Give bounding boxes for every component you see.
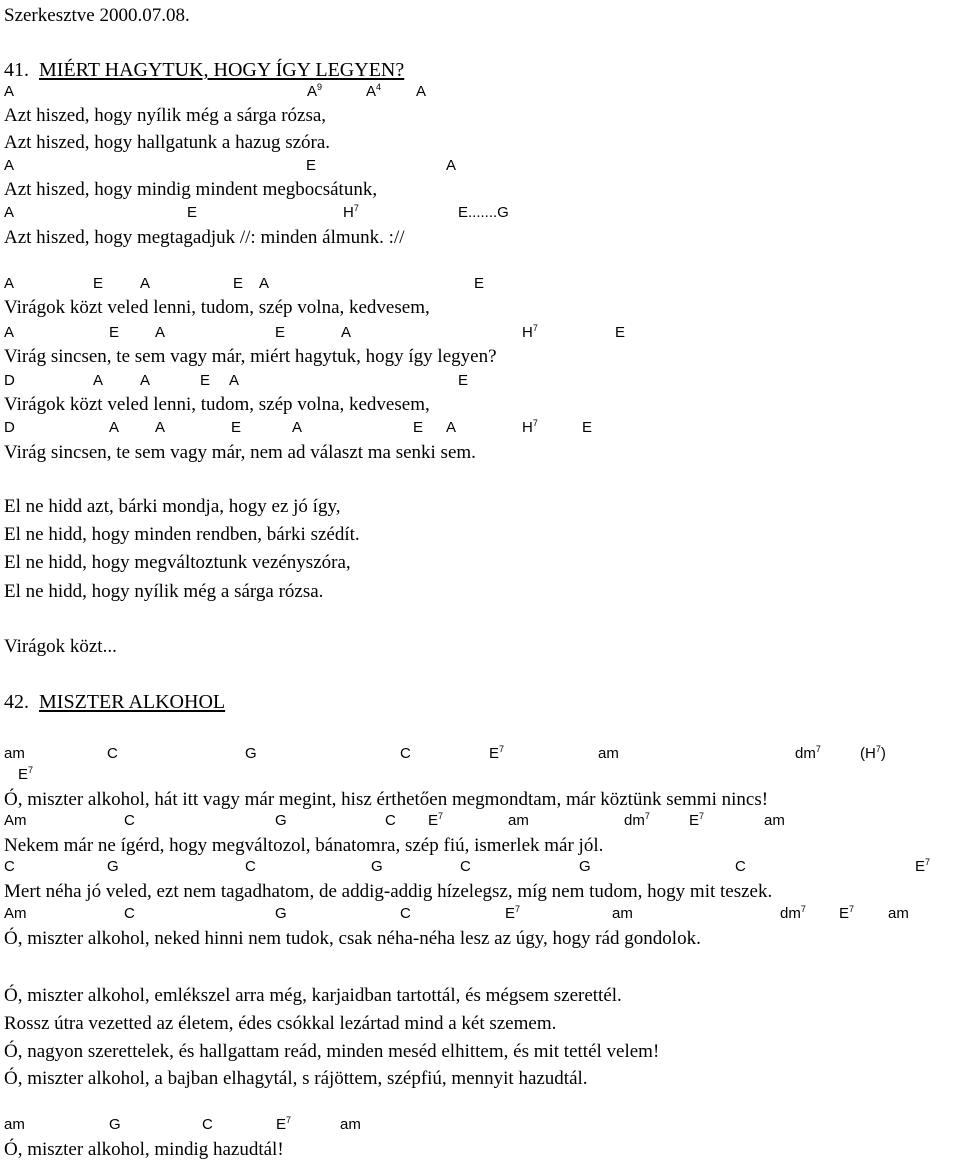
chord-extension: 7 xyxy=(515,904,521,914)
chord: C xyxy=(460,858,471,875)
chord: am xyxy=(340,1116,361,1133)
lyric-line: Virág sincsen, te sem vagy már, nem ad választ ma senki sem. xyxy=(4,442,476,463)
lyric-line: Azt hiszed, hogy megtagadjuk //: minden álmunk. :// xyxy=(4,227,405,248)
chord-line xyxy=(0,859,960,875)
chord: E.......G xyxy=(458,204,509,221)
chord-extension: 7 xyxy=(499,744,505,754)
chord: $E^7$ xyxy=(428,811,444,829)
chord-line xyxy=(0,767,960,783)
chord: A xyxy=(341,324,352,341)
edit-date: Szerkesztve 2000.07.08. xyxy=(4,5,190,26)
chord-extension: 9 xyxy=(317,82,323,92)
chord: A xyxy=(109,419,120,436)
song-41-title-text: MIÉRT HAGYTUK, HOGY ÍGY LEGYEN? xyxy=(39,59,405,81)
chord: A xyxy=(292,419,303,436)
lyric-line: Azt hiszed, hogy hallgatunk a hazug szóra. xyxy=(4,132,331,153)
chord: am xyxy=(508,812,529,829)
chord: $E^7$ xyxy=(18,765,34,783)
lyric-line: Virágok közt... xyxy=(4,636,117,657)
song-42-number: 42. xyxy=(4,691,29,713)
chord-extension: 7 xyxy=(925,857,931,867)
chord: E xyxy=(306,157,317,174)
chord: am xyxy=(4,1116,25,1133)
chord: E xyxy=(187,204,198,221)
chord: E xyxy=(474,275,485,292)
lyric-line: Azt hiszed, hogy nyílik még a sárga rózsa, xyxy=(4,105,327,126)
chord: E xyxy=(231,419,242,436)
chord: $H^7$ xyxy=(522,323,538,341)
lyric-line: Rossz útra vezetted az életem, édes csókkal lezártad mind a két szemem. xyxy=(4,1013,557,1034)
chord-extension: 7 xyxy=(875,744,881,754)
chord: $E^7$ xyxy=(915,857,931,875)
lyric-line: Virágok közt veled lenni, tudom, szép volna, kedvesem, xyxy=(4,297,430,318)
chord-extension: 7 xyxy=(815,744,821,754)
chord: C xyxy=(124,812,135,829)
chord: $E^7$ xyxy=(505,904,521,922)
chord: $H^7$ xyxy=(522,418,538,436)
chord: A xyxy=(446,157,457,174)
song-42-title xyxy=(4,692,225,712)
chord: G xyxy=(371,858,383,875)
lyric-line: Virág sincsen, te sem vagy már, miért hagytuk, hogy így legyen? xyxy=(4,346,497,367)
chord-line xyxy=(0,1117,960,1133)
chord: A xyxy=(140,275,151,292)
chord: G xyxy=(275,905,287,922)
lyric-line: Ó, nagyon szerettelek, és hallgattam reád, minden meséd elhittem, és mit tettél velem! xyxy=(4,1041,660,1062)
lyric-line: Ó, miszter alkohol, neked hinni nem tudok, csak néha-néha lesz az úgy, hogy rád gondolok. xyxy=(4,928,701,949)
chord-extension: 7 xyxy=(28,765,34,775)
chord: E xyxy=(413,419,424,436)
chord: C xyxy=(400,745,411,762)
lyric-line: El ne hidd, hogy megváltoztunk vezényszóra, xyxy=(4,552,351,573)
lyric-line: Mert néha jó veled, ezt nem tagadhatom, de addig-addig hízelegsz, míg nem tudom, hogy mit teszek. xyxy=(4,881,773,902)
chord: A xyxy=(140,372,151,389)
chord-line xyxy=(0,276,960,292)
chord: am xyxy=(888,905,909,922)
chord: am xyxy=(612,905,633,922)
lyric-line: Ó, miszter alkohol, emlékszel arra még, karjaidban tartottál, és mégsem szerettél. xyxy=(4,985,622,1006)
lyric-line: El ne hidd azt, bárki mondja, hogy ez jó így, xyxy=(4,496,341,517)
chord-line xyxy=(0,420,960,436)
chord: C xyxy=(735,858,746,875)
chord: A xyxy=(259,275,270,292)
chord: C xyxy=(245,858,256,875)
chord: A xyxy=(4,324,15,341)
lyric-line: El ne hidd, hogy nyílik még a sárga rózsa. xyxy=(4,581,324,602)
chord-line xyxy=(0,813,960,829)
chord: E xyxy=(93,275,104,292)
chord-extension: 7 xyxy=(800,904,806,914)
chord: A xyxy=(446,419,457,436)
chord: E xyxy=(582,419,593,436)
chord: A xyxy=(93,372,104,389)
chord: $A^9$ xyxy=(307,82,323,100)
chord: D xyxy=(4,372,15,389)
lyric-line: Ó, miszter alkohol, mindig hazudtál! xyxy=(4,1139,284,1160)
chord-extension: 7 xyxy=(286,1115,292,1125)
chord: E xyxy=(615,324,626,341)
chord: $dm^7$ xyxy=(780,904,806,922)
chord: Am xyxy=(4,812,27,829)
chord: A xyxy=(4,275,15,292)
lyric-line: Azt hiszed, hogy mindig mindent megbocsátunk, xyxy=(4,179,378,200)
chord: C xyxy=(400,905,411,922)
chord-extension: 7 xyxy=(644,811,650,821)
lyric-line: Ó, miszter alkohol, a bajban elhagytál, s rájöttem, szépfiú, mennyit hazudtál. xyxy=(4,1068,588,1089)
chord: C xyxy=(124,905,135,922)
chord: A xyxy=(229,372,240,389)
chord: A xyxy=(4,157,15,174)
chord-line xyxy=(0,746,960,762)
chord: C xyxy=(4,858,15,875)
chord: E xyxy=(109,324,120,341)
lyric-line: Nekem már ne ígérd, hogy megváltozol, bánatomra, szép fiú, ismerlek már jól. xyxy=(4,835,604,856)
chord-extension: 4 xyxy=(376,82,382,92)
chord: $E^7$ xyxy=(839,904,855,922)
lyric-line: El ne hidd, hogy minden rendben, bárki szédít. xyxy=(4,524,360,545)
chord-line xyxy=(0,325,960,341)
chord: am xyxy=(598,745,619,762)
chord: E xyxy=(233,275,244,292)
chord: G xyxy=(107,858,119,875)
chord: C xyxy=(202,1116,213,1133)
song-41-number: 41. xyxy=(4,59,29,81)
song-41-title xyxy=(4,60,404,80)
chord-line xyxy=(0,373,960,389)
chord-line xyxy=(0,205,960,221)
song-42-title-text: MISZTER ALKOHOL xyxy=(39,691,226,713)
chord: D xyxy=(4,419,15,436)
chord: $E^7$ xyxy=(489,744,505,762)
chord-extension: 7 xyxy=(849,904,855,914)
chord-extension: 7 xyxy=(532,418,538,428)
lyric-line: Virágok közt veled lenni, tudom, szép volna, kedvesem, xyxy=(4,394,430,415)
chord: G xyxy=(275,812,287,829)
chord: $A^4$ xyxy=(366,82,382,100)
chord-line xyxy=(0,84,960,100)
chord: A xyxy=(4,204,15,221)
chord-extension: 7 xyxy=(353,203,359,213)
chord-line xyxy=(0,906,960,922)
chord: $E^7$ xyxy=(276,1115,292,1133)
chord: $E^7$ xyxy=(689,811,705,829)
chord: am xyxy=(4,745,25,762)
chord: C xyxy=(107,745,118,762)
chord-extension: 7 xyxy=(699,811,705,821)
chord: A xyxy=(155,324,166,341)
lyric-line: Ó, miszter alkohol, hát itt vagy már megint, hisz érthetően megmondtam, már köztünk semmi nincs! xyxy=(4,789,769,810)
chord: C xyxy=(385,812,396,829)
chord: A xyxy=(4,83,15,100)
chord-extension: 7 xyxy=(438,811,444,821)
chord-line xyxy=(0,158,960,174)
chord: E xyxy=(200,372,211,389)
chord: A xyxy=(416,83,427,100)
chord: $dm^7$ xyxy=(795,744,821,762)
chord: Am xyxy=(4,905,27,922)
chord: E xyxy=(458,372,469,389)
chord: A xyxy=(155,419,166,436)
chord: $(H^7)$ xyxy=(860,744,886,762)
chord: G xyxy=(245,745,257,762)
chord: E xyxy=(275,324,286,341)
chord-extension: 7 xyxy=(532,323,538,333)
chord: am xyxy=(764,812,785,829)
chord: $dm^7$ xyxy=(624,811,650,829)
chord: G xyxy=(579,858,591,875)
chord: $H^7$ xyxy=(343,203,359,221)
chord: G xyxy=(109,1116,121,1133)
